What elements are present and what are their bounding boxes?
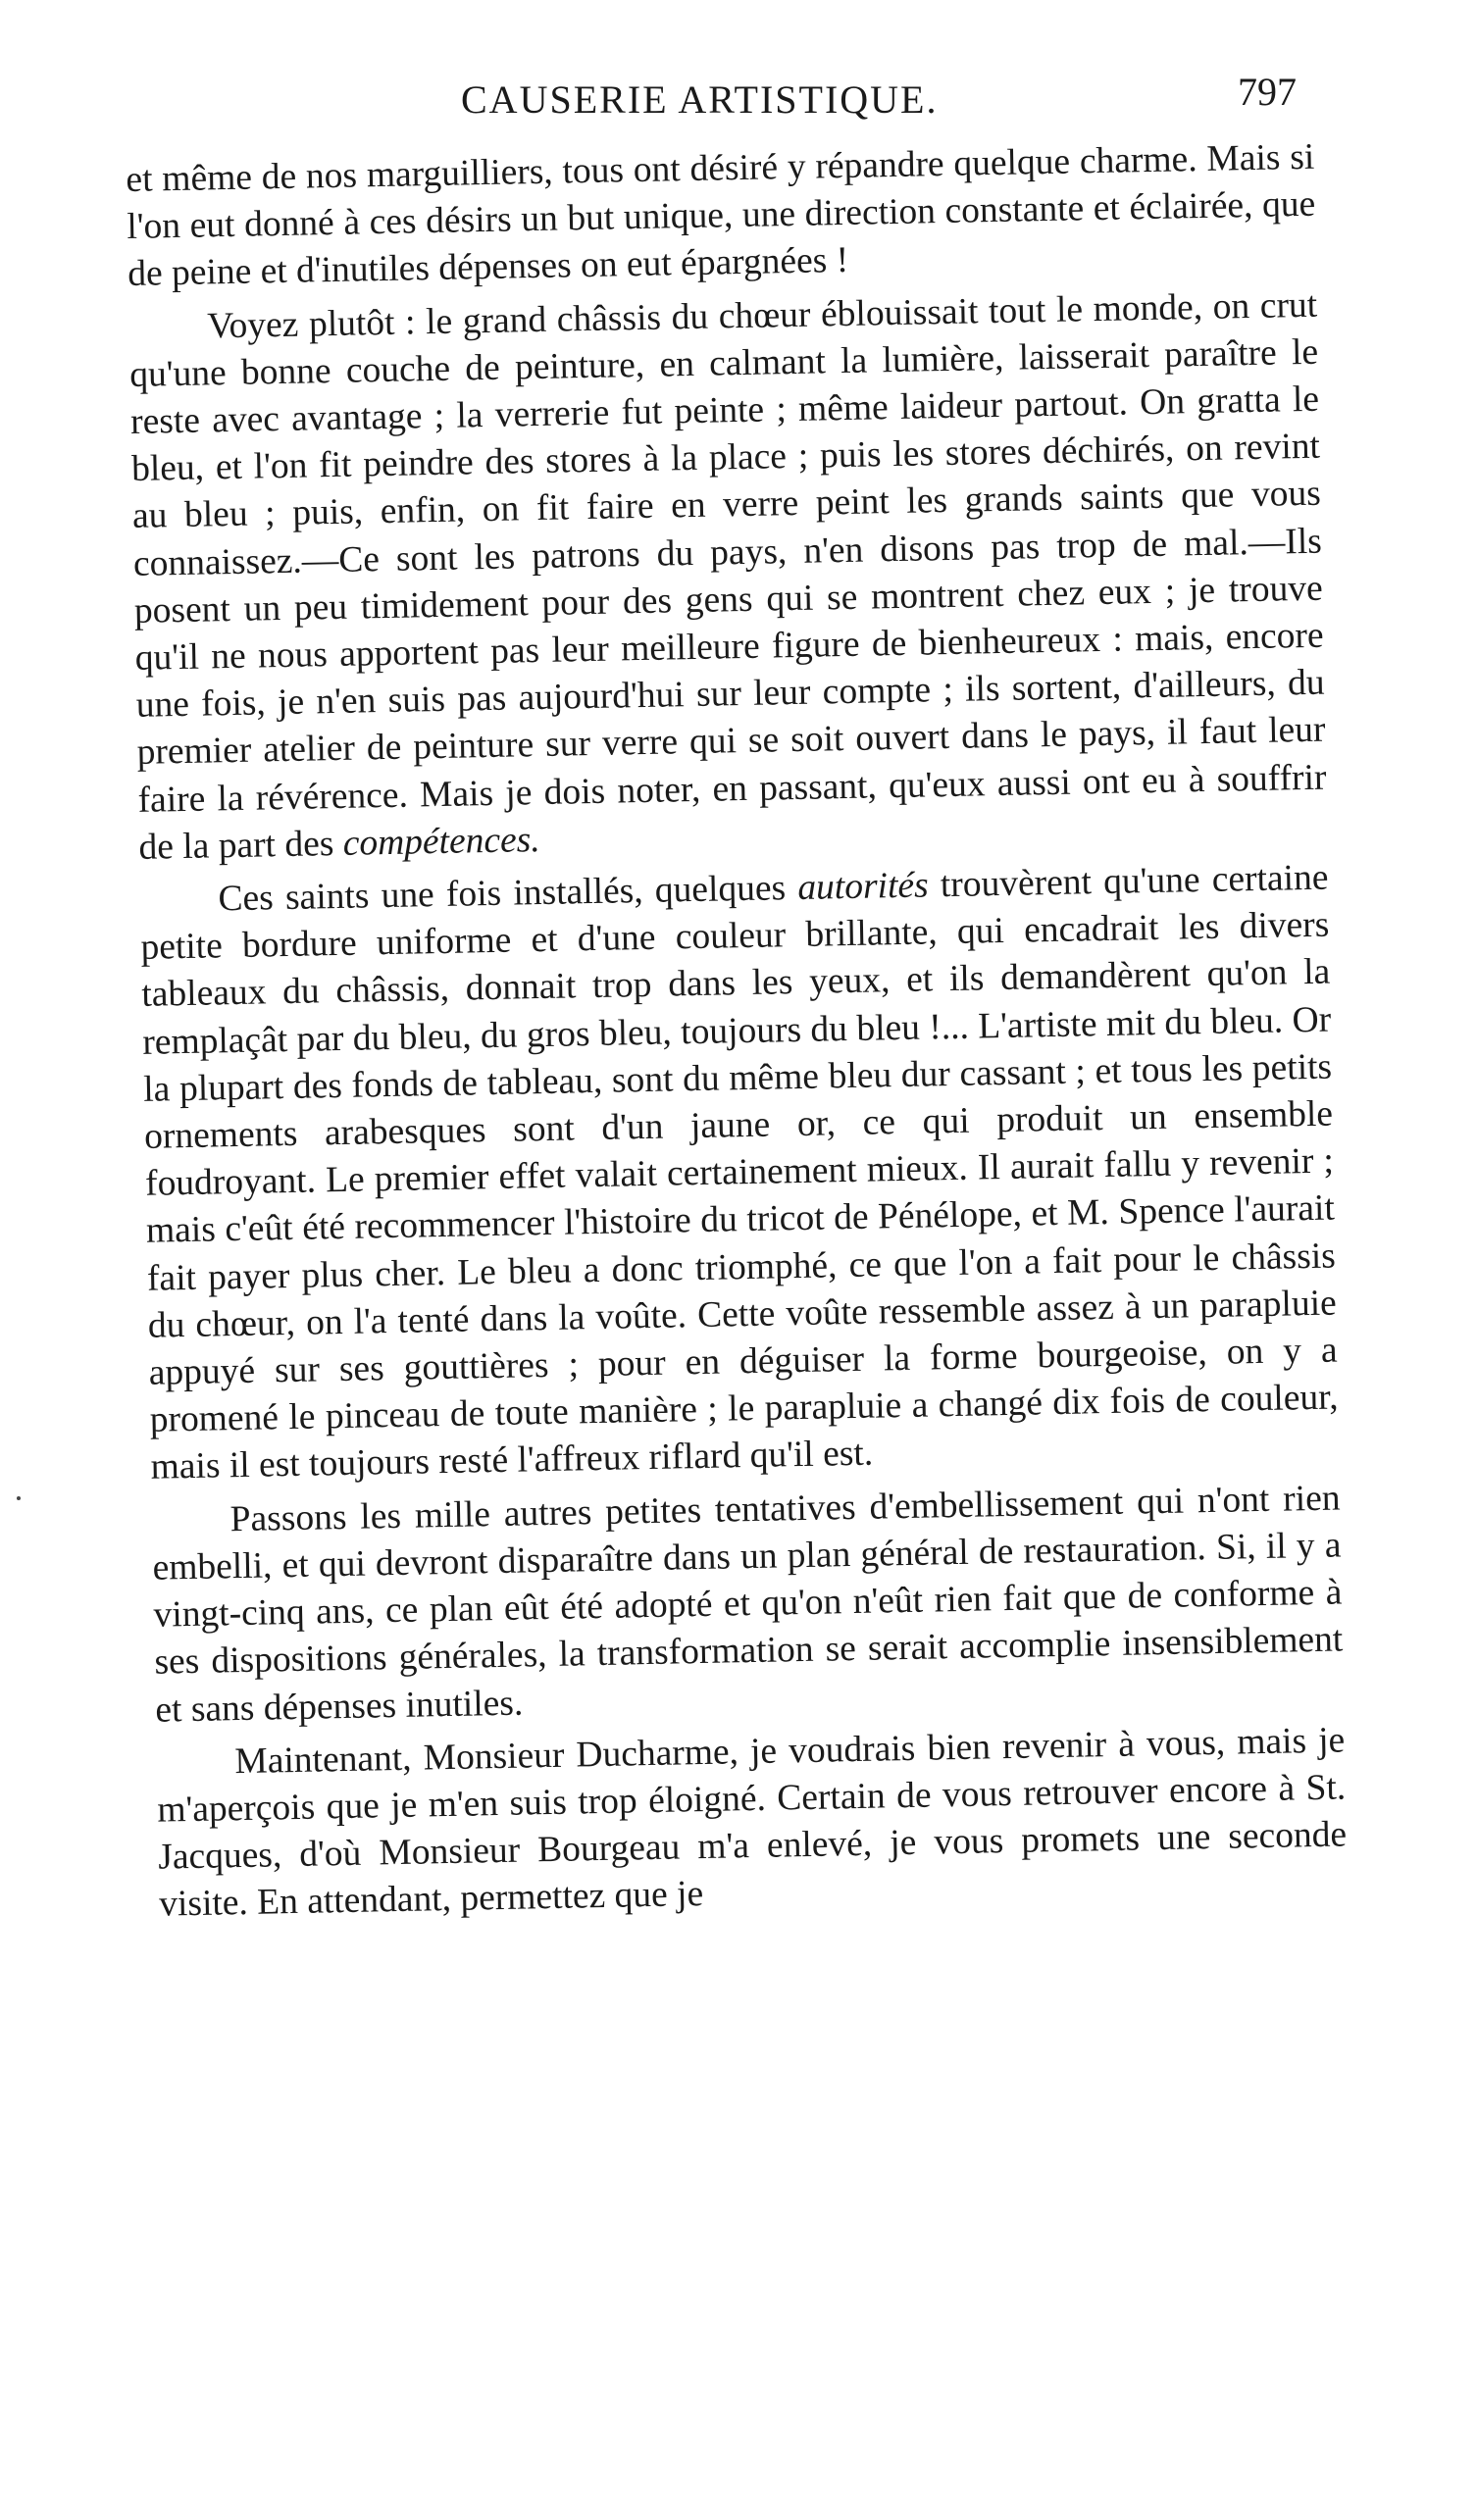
ink-speck [17,1496,21,1500]
running-title: CAUSERIE ARTISTIQUE. [461,77,939,122]
page-number: 797 [1238,70,1297,114]
paragraph-5-text: Maintenant, Monsieur Ducharme, je voudrais bien revenir à vous, mais je m'aperçois que je m'en suis trop éloigné. Certain de vous retrouver encore à St. Jacques, d'où Monsieur Bourgeau m'a enlevé, je vous promets une seconde visite. En attendant, permettez que je [156,1720,1348,1925]
paragraph-3-emphasis: autorités [796,865,930,909]
paragraph-2-emphasis: compétences. [342,819,541,864]
paragraph-1 [126,134,1317,299]
paragraph-3 [139,855,1340,1492]
paragraph-3-lead: Ces saints une fois installés, quelques [218,868,787,920]
paragraph-3-text: trouvèrent qu'une certaine petite bordure uniforme et d'une couleur brillante, qui encadrait les divers tableaux du châssis, donnait trop dans les yeux, et ils demandèrent qu'on la remplaçât par du bleu, du gros bleu, toujours du bleu !... L'artiste mit du bleu. Or la plupart des fonds de tableau, sont du même bleu dur cassant ; et tous les petits ornements arabesques sont d'un jaune or, ce qui produit un ensemble foudroyant. Le premier effet valait certainement mieux. Il aurait fallu y revenir ; mais c'eût été recommencer l'histoire du tricot de Pénélope, et M. Spence l'aurait fait payer plus cher. Le bleu a donc triomphé, ce que l'on a fait pour le châssis du chœur, on l'a tenté dans la voûte. Cette voûte ressemble assez à un parapluie appuyé sur ses gouttières ; pour en déguiser la forme bourgeoise, on y a promené le pinceau de toute manière ; le parapluie a changé dix fois de couleur, mais il est toujours resté l'affreux riflard qu'il est. [140,857,1339,1488]
paragraph-4-text: Passons les mille autres petites tentatives d'embellissement qui n'ont rien embelli, et qui devront disparaître dans un plan général de restauration. Si, il y a vingt-cinq ans, ce plan eût été adopté et qu'on n'eût rien fait que de conforme à ses dispositions générales, la transformation se serait accomplie insensiblement et sans dépenses inutiles. [152,1478,1344,1731]
paragraph-5 [156,1717,1348,1929]
paragraph-2-text: Voyez plutôt : le grand châssis du chœur éblouissait tout le monde, on crut qu'une bonne couche de peinture, en calmant la lumière, laisserait paraître le reste avec avantage ; la verrerie fut peinte ; même laideur partout. On gratta le bleu, et l'on fit peindre des stores à la place ; puis les stores déchirés, on revint au bleu ; puis, enfin, on fit faire en verre peint les grands saints que vous connaissez.—Ce sont les patrons du pays, n'en disons pas trop de mal.—Ils posent un peu timidement pour des gens qui se montrent chez eux ; je trouve qu'il ne nous apportent pas leur meilleure figure de bienheureux : mais, encore une fois, je n'en suis pas aujourd'hui sur leur compte ; ils sortent, d'ailleurs, du premier atelier de peinture sur verre qui se soit ouvert dans le pays, il faut leur faire la révérence. Mais je dois noter, en passant, qu'eux aussi ont eu à souffrir de la part des [128,284,1327,868]
paragraph-2 [128,281,1328,872]
body-text [126,134,1348,1929]
paragraph-1-text: et même de nos marguilliers, tous ont désiré y répandre quelque charme. Mais si l'on eut donné à ces désirs un but unique, une direction constante et éclairée, que de peine et d'inutiles dépenses on eut épargnées ! [126,136,1316,295]
paragraph-4 [151,1475,1344,1734]
